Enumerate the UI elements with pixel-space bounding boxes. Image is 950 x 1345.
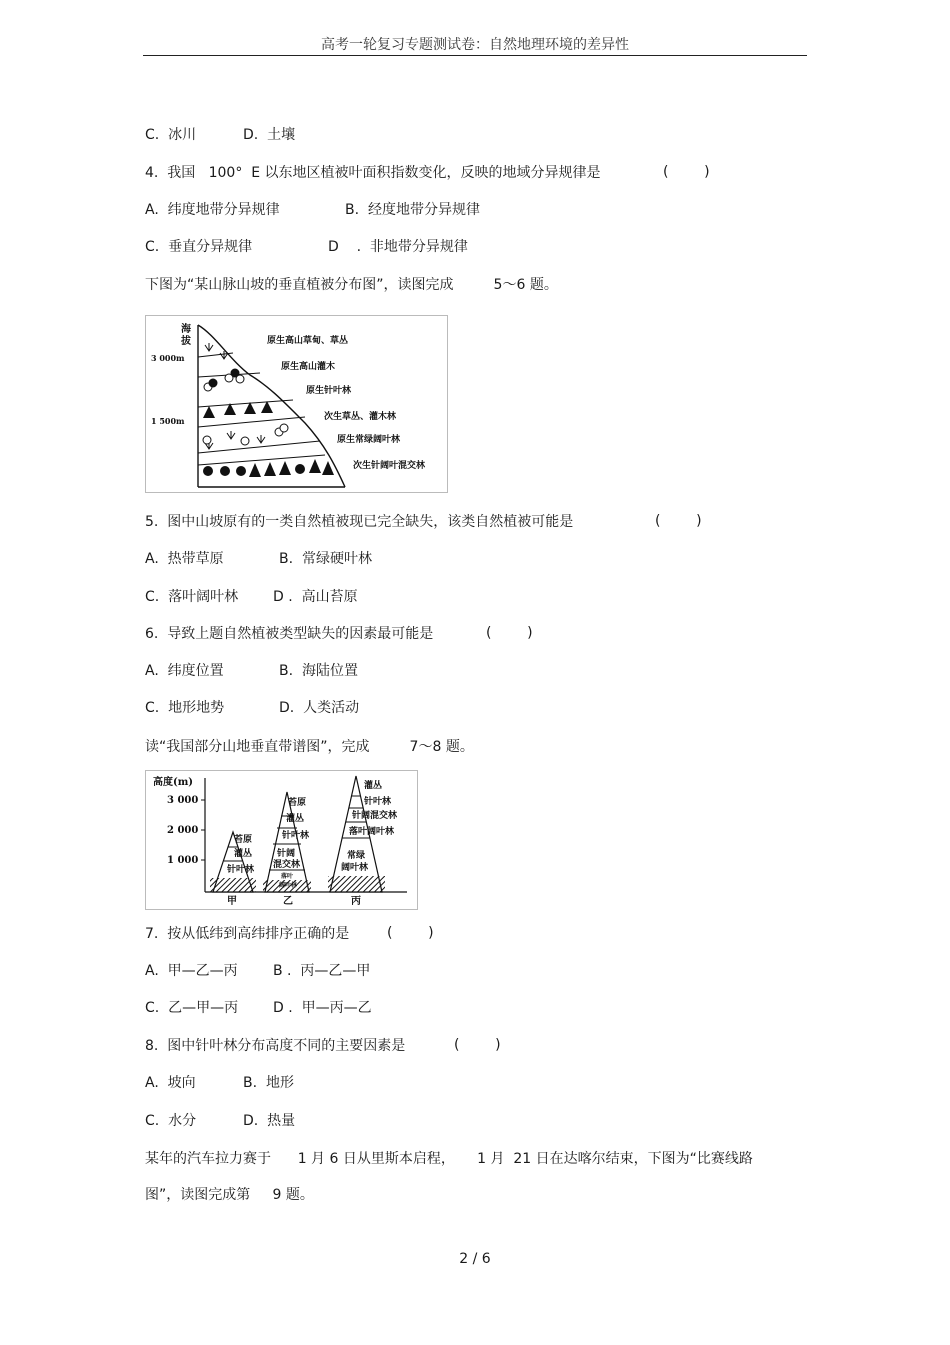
jia-belt-conifer: 针叶林 <box>227 865 255 875</box>
yi-belt-shrub: 灌丛 <box>286 814 305 824</box>
yi-belt-mixed-1: 针阔 <box>277 849 296 859</box>
fig1-tick-1500: 1 500m <box>151 416 185 426</box>
yi-belt-deciduous-2: 阔叶林 <box>279 882 298 889</box>
q8-stem: 8. 图中针叶林分布高度不同的主要因素是 <box>145 1038 406 1054</box>
bing-belt-evergreen-2: 阔叶林 <box>341 863 369 873</box>
q6-option-b: B. 海陆位置 <box>279 663 358 679</box>
fig1-y-title-2: 拔 <box>181 336 191 347</box>
bing-belt-evergreen-1: 常绿 <box>347 851 366 861</box>
q5-option-a: A. 热带草原 <box>145 551 224 567</box>
q4-option-c: C. 垂直分异规律 <box>145 239 253 255</box>
fig2-y-title: 高度(m) <box>153 777 194 788</box>
q7-option-c: C. 乙—甲—丙 <box>145 1000 239 1016</box>
q8-option-d: D. 热量 <box>243 1113 296 1129</box>
q6-option-a: A. 纬度位置 <box>145 663 224 679</box>
intro-question-9-line2: 图”，读图完成第 9 题。 <box>145 1187 314 1203</box>
fig1-y-title-1: 海 <box>181 324 191 335</box>
jia-belt-shrub: 灌丛 <box>234 849 253 859</box>
q7-option-a: A. 甲—乙—丙 <box>145 963 238 979</box>
intro-questions-5-6: 下图为“某山脉山坡的垂直植被分布图”，读图完成 5～6 题。 <box>145 277 558 293</box>
q4-option-d: D . 非地带分异规律 <box>328 239 468 255</box>
q4-answer-paren: ( ) <box>663 164 710 180</box>
zone-label-4: 次生草丛、灌木林 <box>324 412 397 422</box>
bing-belt-mixed: 针阔混交林 <box>352 811 398 821</box>
page-number: 2 / 6 <box>459 1251 491 1267</box>
yi-belt-deciduous-1: 落叶 <box>281 873 294 880</box>
zone-label-1: 原生高山草甸、草丛 <box>267 336 349 346</box>
q6-option-c: C. 地形地势 <box>145 700 225 716</box>
page-header-title: 高考一轮复习专题测试卷：自然地理环境的差异性 <box>321 37 629 53</box>
q5-answer-paren: ( ) <box>655 513 702 529</box>
fig2-tick-3000: 3 000 <box>167 795 199 806</box>
q7-option-b: B . 丙—乙—甲 <box>273 963 371 979</box>
zone-label-2: 原生高山灌木 <box>281 362 336 372</box>
mountain-label-bing: 丙 <box>351 896 361 907</box>
q3-option-d: D. 土壤 <box>243 127 296 143</box>
bing-belt-shrub: 灌丛 <box>364 781 383 791</box>
figure-vertical-vegetation <box>145 315 448 493</box>
q4-option-b: B. 经度地带分异规律 <box>345 202 480 218</box>
yi-belt-conifer: 针叶林 <box>282 831 310 841</box>
q4-option-a: A. 纬度地带分异规律 <box>145 202 280 218</box>
q7-option-d: D . 甲—丙—乙 <box>273 1000 372 1016</box>
q6-answer-paren: ( ) <box>486 625 533 641</box>
q5-option-c: C. 落叶阔叶林 <box>145 589 239 605</box>
jia-belt-tundra: 苔原 <box>234 835 253 845</box>
q3-option-c: C. 冰川 <box>145 127 197 143</box>
q5-option-b: B. 常绿硬叶林 <box>279 551 372 567</box>
zone-label-6: 次生针阔叶混交林 <box>353 461 426 471</box>
fig2-tick-1000: 1 000 <box>167 855 199 866</box>
q8-option-c: C. 水分 <box>145 1113 197 1129</box>
fig1-tick-3000: 3 000m <box>151 353 185 363</box>
bing-belt-conifer: 针叶林 <box>364 797 392 807</box>
bing-belt-deciduous: 落叶阔叶林 <box>349 827 395 837</box>
q5-stem: 5. 图中山坡原有的一类自然植被现已完全缺失，该类自然植被可能是 <box>145 514 574 530</box>
figure-mountain-zones <box>145 770 418 910</box>
mountain-label-jia: 甲 <box>227 896 237 907</box>
q8-option-a: A. 坡向 <box>145 1075 196 1091</box>
q4-stem: 4. 我国 100° E 以东地区植被叶面积指数变化，反映的地域分异规律是 <box>145 165 601 181</box>
intro-question-9-line1: 某年的汽车拉力赛于 1 月 6 日从里斯本启程， 1 月 21 日在达喀尔结束，下图为“比赛线路 <box>145 1151 753 1167</box>
q8-option-b: B. 地形 <box>243 1075 294 1091</box>
q6-stem: 6. 导致上题自然植被类型缺失的因素最可能是 <box>145 626 434 642</box>
q7-stem: 7. 按从低纬到高纬排序正确的是 <box>145 926 350 942</box>
yi-belt-mixed-2: 混交林 <box>273 860 301 870</box>
q8-answer-paren: ( ) <box>454 1037 501 1053</box>
q7-answer-paren: ( ) <box>387 925 434 941</box>
fig2-tick-2000: 2 000 <box>167 825 199 836</box>
q5-option-d: D . 高山苔原 <box>273 589 358 605</box>
zone-label-3: 原生针叶林 <box>306 386 352 396</box>
yi-belt-tundra: 苔原 <box>288 798 307 808</box>
mountain-label-yi: 乙 <box>283 896 293 907</box>
q6-option-d: D. 人类活动 <box>279 700 360 716</box>
header-divider <box>143 55 807 56</box>
intro-questions-7-8: 读“我国部分山地垂直带谱图”，完成 7～8 题。 <box>145 739 474 755</box>
zone-label-5: 原生常绿阔叶林 <box>337 435 401 445</box>
